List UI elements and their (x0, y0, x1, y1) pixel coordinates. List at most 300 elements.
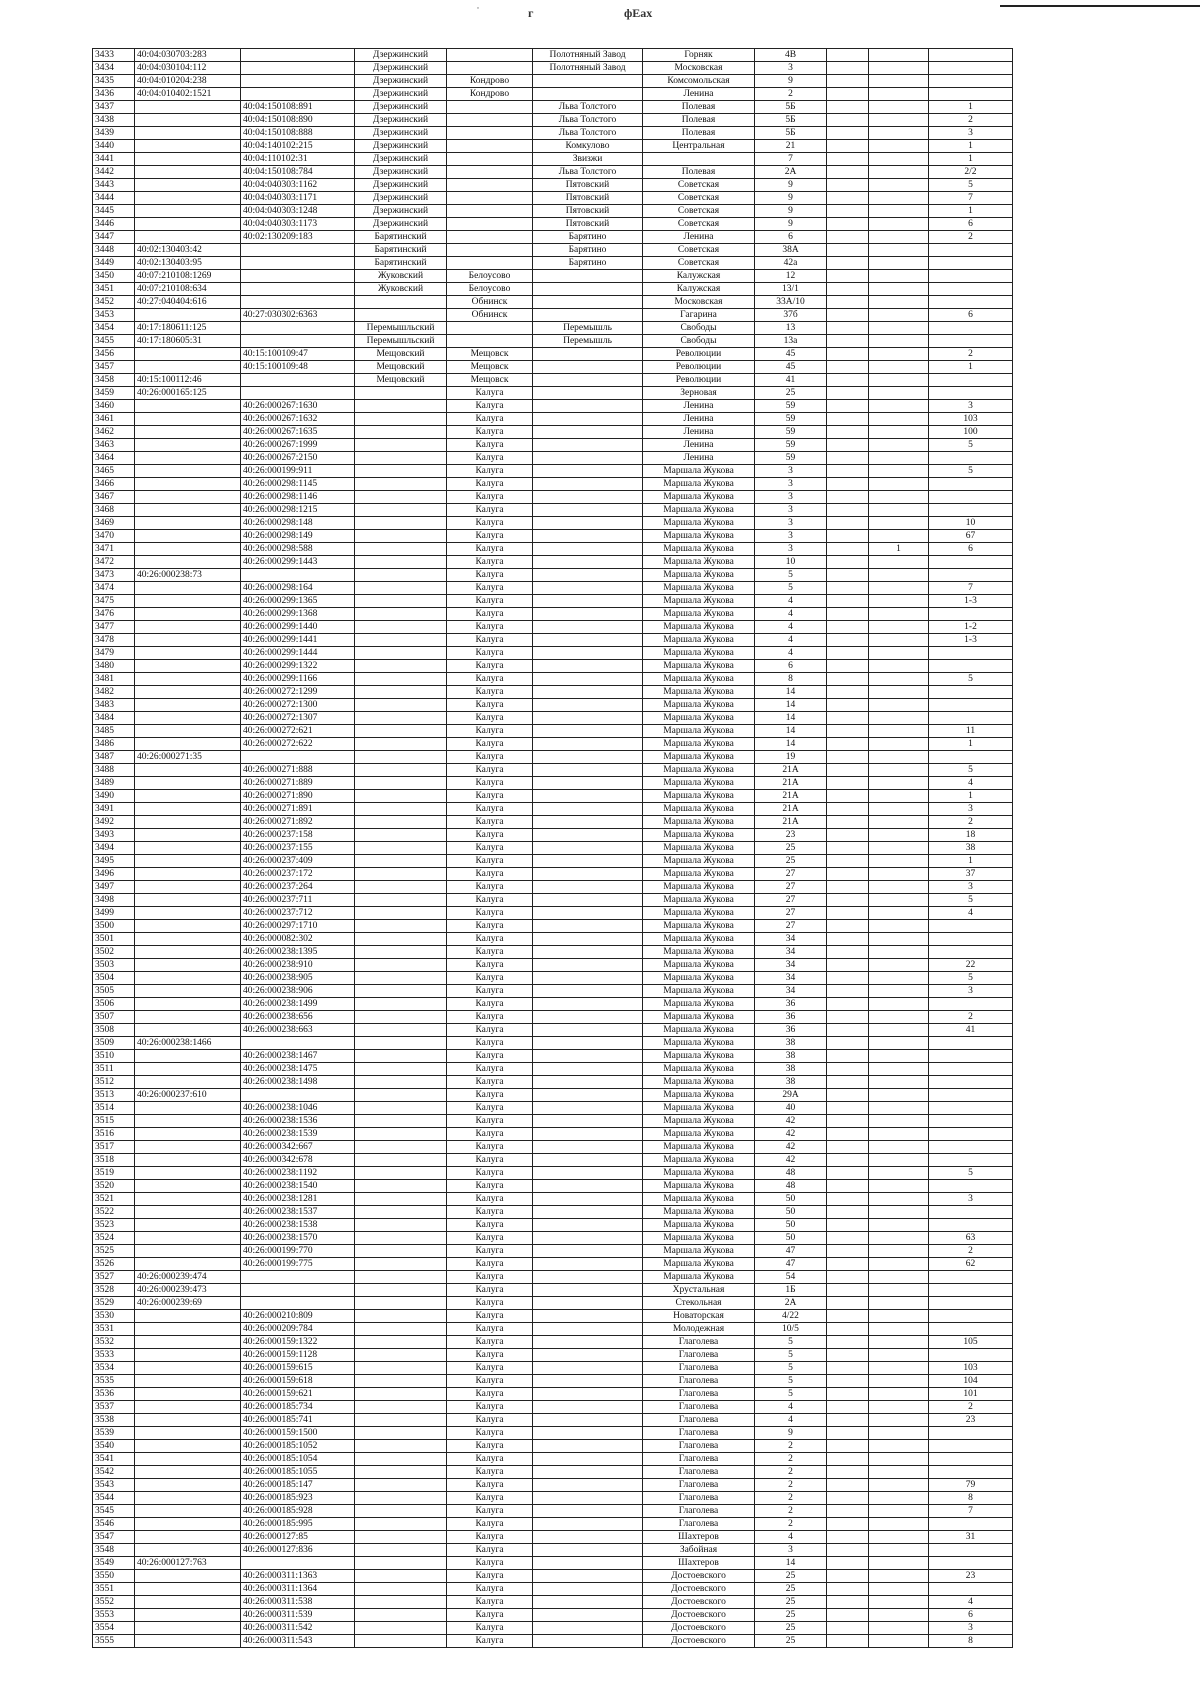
cell-cad2: 40:04:150108:888 (241, 127, 355, 140)
cell-num: 3530 (93, 1310, 135, 1323)
cell-num: 3503 (93, 959, 135, 972)
cell-house: 3 (755, 517, 827, 530)
cell-cad1 (135, 1050, 241, 1063)
table-row (93, 1622, 1013, 1635)
cell-corpus (869, 634, 929, 647)
cell-house: 59 (755, 400, 827, 413)
cell-corpus (869, 374, 929, 387)
cell-locality (533, 946, 643, 959)
cell-building (827, 660, 869, 673)
cell-house: 3 (755, 1544, 827, 1557)
cell-num: 3495 (93, 855, 135, 868)
cell-city: Калуга (447, 881, 533, 894)
cell-num: 3519 (93, 1167, 135, 1180)
cell-house: 8 (755, 673, 827, 686)
cell-locality (533, 1440, 643, 1453)
cell-cad1 (135, 725, 241, 738)
cell-building (827, 127, 869, 140)
cell-cad1 (135, 816, 241, 829)
cell-district (355, 634, 447, 647)
cell-house: 3 (755, 478, 827, 491)
cell-cad2 (241, 751, 355, 764)
table-row (93, 478, 1013, 491)
cell-corpus (869, 1453, 929, 1466)
cell-district (355, 582, 447, 595)
cell-cad1 (135, 868, 241, 881)
cell-cad1 (135, 1492, 241, 1505)
cell-cad1 (135, 1479, 241, 1492)
cell-city: Калуга (447, 660, 533, 673)
cell-num: 3513 (93, 1089, 135, 1102)
cell-flat: 1-2 (929, 621, 1013, 634)
cell-locality (533, 920, 643, 933)
cell-locality: Перемышль (533, 322, 643, 335)
cell-house: 40 (755, 1102, 827, 1115)
cell-cad2: 40:04:040303:1173 (241, 218, 355, 231)
cell-corpus (869, 361, 929, 374)
cell-cad2: 40:26:000272:1307 (241, 712, 355, 725)
cell-city: Калуга (447, 387, 533, 400)
cell-street: Свободы (643, 335, 755, 348)
cell-num: 3439 (93, 127, 135, 140)
cell-building (827, 1076, 869, 1089)
cell-corpus (869, 62, 929, 75)
cell-street: Ленина (643, 231, 755, 244)
cell-city: Мещовск (447, 374, 533, 387)
cell-cad1: 40:26:000239:474 (135, 1271, 241, 1284)
cell-house: 48 (755, 1167, 827, 1180)
cell-city: Калуга (447, 1583, 533, 1596)
cell-building (827, 725, 869, 738)
cell-cad2: 40:26:000298:1145 (241, 478, 355, 491)
table-row (93, 127, 1013, 140)
cell-num: 3525 (93, 1245, 135, 1258)
cell-locality (533, 491, 643, 504)
cell-cad1 (135, 452, 241, 465)
cell-locality (533, 75, 643, 88)
cell-num: 3478 (93, 634, 135, 647)
cell-locality (533, 1635, 643, 1648)
cell-locality: Барятино (533, 257, 643, 270)
cell-house: 42 (755, 1115, 827, 1128)
cell-city: Калуга (447, 400, 533, 413)
property-register-table (92, 48, 1013, 1648)
cell-building (827, 504, 869, 517)
cell-district (355, 1063, 447, 1076)
cell-district (355, 400, 447, 413)
cell-city: Калуга (447, 439, 533, 452)
cell-street: Гагарина (643, 309, 755, 322)
cell-city: Калуга (447, 452, 533, 465)
cell-cad2: 40:26:000267:2150 (241, 452, 355, 465)
cell-building (827, 790, 869, 803)
cell-house: 34 (755, 985, 827, 998)
cell-corpus (869, 1076, 929, 1089)
cell-city: Калуга (447, 816, 533, 829)
cell-building (827, 1154, 869, 1167)
cell-locality (533, 1492, 643, 1505)
table-row (93, 647, 1013, 660)
cell-city: Калуга (447, 621, 533, 634)
cell-house: 4 (755, 608, 827, 621)
cell-city: Калуга (447, 686, 533, 699)
cell-building (827, 1414, 869, 1427)
cell-num: 3443 (93, 179, 135, 192)
cell-cad1 (135, 218, 241, 231)
cell-street: Маршала Жукова (643, 517, 755, 530)
cell-building (827, 1206, 869, 1219)
cell-cad1: 40:04:030703:283 (135, 49, 241, 62)
cell-district: Мещовский (355, 361, 447, 374)
cell-street: Маршала Жукова (643, 790, 755, 803)
cell-cad2: 40:04:150108:784 (241, 166, 355, 179)
cell-street: Маршала Жукова (643, 1258, 755, 1271)
cell-flat (929, 1323, 1013, 1336)
cell-flat (929, 1466, 1013, 1479)
cell-house: 13а (755, 335, 827, 348)
table-row (93, 1505, 1013, 1518)
cell-city: Калуга (447, 1349, 533, 1362)
cell-street: Маршала Жукова (643, 647, 755, 660)
cell-locality (533, 1583, 643, 1596)
cell-cad2: 40:04:150108:890 (241, 114, 355, 127)
cell-city: Калуга (447, 1453, 533, 1466)
cell-corpus (869, 1219, 929, 1232)
cell-cad2: 40:26:000271:888 (241, 764, 355, 777)
cell-city: Калуга (447, 907, 533, 920)
cell-flat (929, 452, 1013, 465)
table-row (93, 1596, 1013, 1609)
cell-locality (533, 1284, 643, 1297)
cell-corpus (869, 816, 929, 829)
cell-flat (929, 1063, 1013, 1076)
cell-corpus (869, 1622, 929, 1635)
cell-num: 3551 (93, 1583, 135, 1596)
cell-num: 3504 (93, 972, 135, 985)
cell-cad2: 40:26:000267:1630 (241, 400, 355, 413)
cell-city: Калуга (447, 855, 533, 868)
table-row (93, 764, 1013, 777)
cell-district (355, 413, 447, 426)
scan-artifact-right: фЕах (624, 6, 653, 20)
cell-street: Зерновая (643, 387, 755, 400)
table-row (93, 725, 1013, 738)
cell-cad1 (135, 985, 241, 998)
cell-cad1 (135, 1063, 241, 1076)
cell-corpus (869, 998, 929, 1011)
cell-city: Калуга (447, 1050, 533, 1063)
cell-corpus (869, 1193, 929, 1206)
cell-flat: 22 (929, 959, 1013, 972)
cell-cad2 (241, 270, 355, 283)
cell-city: Калуга (447, 647, 533, 660)
cell-street: Ленина (643, 88, 755, 101)
cell-cad1 (135, 894, 241, 907)
cell-district (355, 1375, 447, 1388)
cell-flat (929, 75, 1013, 88)
cell-street: Полевая (643, 127, 755, 140)
cell-cad1 (135, 855, 241, 868)
cell-street: Маршала Жукова (643, 1206, 755, 1219)
cell-building (827, 244, 869, 257)
cell-city: Калуга (447, 556, 533, 569)
cell-corpus (869, 907, 929, 920)
cell-cad1 (135, 1245, 241, 1258)
cell-house: 25 (755, 1570, 827, 1583)
cell-building (827, 1271, 869, 1284)
cell-locality (533, 88, 643, 101)
cell-building (827, 166, 869, 179)
cell-corpus (869, 920, 929, 933)
cell-cad2: 40:26:000238:1395 (241, 946, 355, 959)
cell-district (355, 1284, 447, 1297)
cell-corpus (869, 348, 929, 361)
cell-locality (533, 1453, 643, 1466)
cell-city: Калуга (447, 504, 533, 517)
cell-locality (533, 413, 643, 426)
cell-cad2: 40:26:000238:656 (241, 1011, 355, 1024)
cell-corpus (869, 1063, 929, 1076)
cell-house: 38 (755, 1050, 827, 1063)
cell-house: 4 (755, 634, 827, 647)
cell-locality (533, 1544, 643, 1557)
cell-cad2: 40:26:000311:543 (241, 1635, 355, 1648)
cell-cad1 (135, 231, 241, 244)
cell-city: Калуга (447, 634, 533, 647)
cell-city: Калуга (447, 1128, 533, 1141)
cell-cad2: 40:26:000185:147 (241, 1479, 355, 1492)
cell-district: Дзержинский (355, 140, 447, 153)
cell-district (355, 1427, 447, 1440)
cell-num: 3542 (93, 1466, 135, 1479)
table-row (93, 114, 1013, 127)
cell-house: 5 (755, 1375, 827, 1388)
cell-city: Калуга (447, 595, 533, 608)
cell-locality (533, 1141, 643, 1154)
cell-cad1 (135, 1219, 241, 1232)
cell-street: Маршала Жукова (643, 1180, 755, 1193)
cell-locality (533, 764, 643, 777)
cell-city: Кондрово (447, 75, 533, 88)
cell-street: Новаторская (643, 1310, 755, 1323)
cell-city: Калуга (447, 1180, 533, 1193)
cell-cad2: 40:26:000342:678 (241, 1154, 355, 1167)
cell-cad1 (135, 1440, 241, 1453)
cell-flat: 1 (929, 738, 1013, 751)
cell-flat (929, 1284, 1013, 1297)
cell-city: Белоусово (447, 283, 533, 296)
cell-building (827, 998, 869, 1011)
cell-locality: Пятовский (533, 205, 643, 218)
cell-city: Калуга (447, 1206, 533, 1219)
cell-flat (929, 1115, 1013, 1128)
cell-flat: 5 (929, 673, 1013, 686)
cell-flat (929, 296, 1013, 309)
cell-cad1 (135, 426, 241, 439)
cell-house: 27 (755, 920, 827, 933)
cell-corpus (869, 1128, 929, 1141)
table-row (93, 595, 1013, 608)
cell-building (827, 153, 869, 166)
cell-corpus (869, 855, 929, 868)
cell-district (355, 1440, 447, 1453)
cell-building (827, 1453, 869, 1466)
table-row (93, 88, 1013, 101)
table-row (93, 920, 1013, 933)
cell-corpus (869, 1011, 929, 1024)
cell-flat (929, 374, 1013, 387)
cell-locality (533, 1349, 643, 1362)
cell-building (827, 1557, 869, 1570)
cell-building (827, 569, 869, 582)
cell-building (827, 1531, 869, 1544)
table-row (93, 348, 1013, 361)
cell-house: 50 (755, 1232, 827, 1245)
cell-street: Маршала Жукова (643, 881, 755, 894)
cell-num: 3476 (93, 608, 135, 621)
cell-building (827, 842, 869, 855)
cell-cad1 (135, 959, 241, 972)
cell-num: 3531 (93, 1323, 135, 1336)
cell-district (355, 569, 447, 582)
cell-cad1: 40:26:000239:473 (135, 1284, 241, 1297)
cell-locality (533, 907, 643, 920)
cell-house: 4 (755, 1414, 827, 1427)
cell-cad1 (135, 686, 241, 699)
cell-house: 25 (755, 387, 827, 400)
cell-num: 3473 (93, 569, 135, 582)
cell-building (827, 1297, 869, 1310)
cell-num: 3456 (93, 348, 135, 361)
cell-street: Маршала Жукова (643, 803, 755, 816)
cell-cad2: 40:26:000311:1364 (241, 1583, 355, 1596)
cell-building (827, 634, 869, 647)
cell-district: Перемышльский (355, 322, 447, 335)
cell-street: Маршала Жукова (643, 1128, 755, 1141)
cell-num: 3527 (93, 1271, 135, 1284)
cell-num: 3493 (93, 829, 135, 842)
cell-locality (533, 1427, 643, 1440)
table-row (93, 1440, 1013, 1453)
cell-building (827, 309, 869, 322)
cell-building (827, 1375, 869, 1388)
cell-flat: 5 (929, 465, 1013, 478)
cell-city: Калуга (447, 1492, 533, 1505)
cell-cad2: 40:26:000237:264 (241, 881, 355, 894)
cell-house: 21А (755, 803, 827, 816)
cell-locality (533, 803, 643, 816)
cell-street: Маршала Жукова (643, 712, 755, 725)
cell-cad1: 40:17:180611:125 (135, 322, 241, 335)
cell-district (355, 1466, 447, 1479)
cell-street: Свободы (643, 322, 755, 335)
cell-building (827, 1479, 869, 1492)
cell-house: 38 (755, 1063, 827, 1076)
cell-corpus (869, 569, 929, 582)
cell-cad2: 40:26:000238:1192 (241, 1167, 355, 1180)
cell-corpus (869, 959, 929, 972)
cell-corpus (869, 790, 929, 803)
cell-flat: 11 (929, 725, 1013, 738)
cell-district (355, 1622, 447, 1635)
cell-building (827, 140, 869, 153)
cell-corpus (869, 712, 929, 725)
cell-num: 3541 (93, 1453, 135, 1466)
table-row (93, 140, 1013, 153)
cell-district (355, 647, 447, 660)
cell-city: Калуга (447, 1440, 533, 1453)
table-row (93, 985, 1013, 998)
table-row (93, 751, 1013, 764)
cell-district (355, 816, 447, 829)
cell-cad1 (135, 179, 241, 192)
cell-district (355, 1193, 447, 1206)
cell-cad2: 40:26:000159:1128 (241, 1349, 355, 1362)
cell-cad1 (135, 907, 241, 920)
cell-num: 3498 (93, 894, 135, 907)
cell-cad1 (135, 582, 241, 595)
cell-street: Молодежная (643, 1323, 755, 1336)
cell-house: 2А (755, 1297, 827, 1310)
cell-street: Калужская (643, 283, 755, 296)
cell-district (355, 660, 447, 673)
cell-flat: 3 (929, 985, 1013, 998)
cell-num: 3465 (93, 465, 135, 478)
cell-district (355, 842, 447, 855)
cell-house: 9 (755, 1427, 827, 1440)
cell-city: Калуга (447, 1245, 533, 1258)
cell-cad1 (135, 1609, 241, 1622)
cell-cad1 (135, 1596, 241, 1609)
cell-street: Горняк (643, 49, 755, 62)
cell-flat: 2/2 (929, 166, 1013, 179)
cell-locality (533, 1518, 643, 1531)
cell-cad1: 40:26:000239:69 (135, 1297, 241, 1310)
cell-corpus (869, 725, 929, 738)
cell-district (355, 829, 447, 842)
cell-cad1 (135, 478, 241, 491)
cell-building (827, 1362, 869, 1375)
cell-building (827, 1128, 869, 1141)
cell-num: 3507 (93, 1011, 135, 1024)
cell-city: Калуга (447, 1505, 533, 1518)
cell-locality (533, 1401, 643, 1414)
cell-house: 4/22 (755, 1310, 827, 1323)
cell-street: Маршала Жукова (643, 1115, 755, 1128)
cell-num: 3467 (93, 491, 135, 504)
cell-cad1 (135, 530, 241, 543)
cell-num: 3474 (93, 582, 135, 595)
cell-locality (533, 829, 643, 842)
table-row (93, 998, 1013, 1011)
cell-cad1: 40:26:000127:763 (135, 1557, 241, 1570)
cell-district (355, 1089, 447, 1102)
cell-locality (533, 1258, 643, 1271)
cell-street: Маршала Жукова (643, 764, 755, 777)
cell-district (355, 1401, 447, 1414)
cell-flat: 1-3 (929, 595, 1013, 608)
cell-cad1 (135, 1414, 241, 1427)
cell-num: 3466 (93, 478, 135, 491)
cell-district (355, 855, 447, 868)
cell-city: Калуга (447, 1479, 533, 1492)
cell-corpus (869, 1284, 929, 1297)
table-row (93, 855, 1013, 868)
cell-city: Калуга (447, 894, 533, 907)
cell-flat (929, 504, 1013, 517)
cell-house: 54 (755, 1271, 827, 1284)
cell-cad1 (135, 1349, 241, 1362)
